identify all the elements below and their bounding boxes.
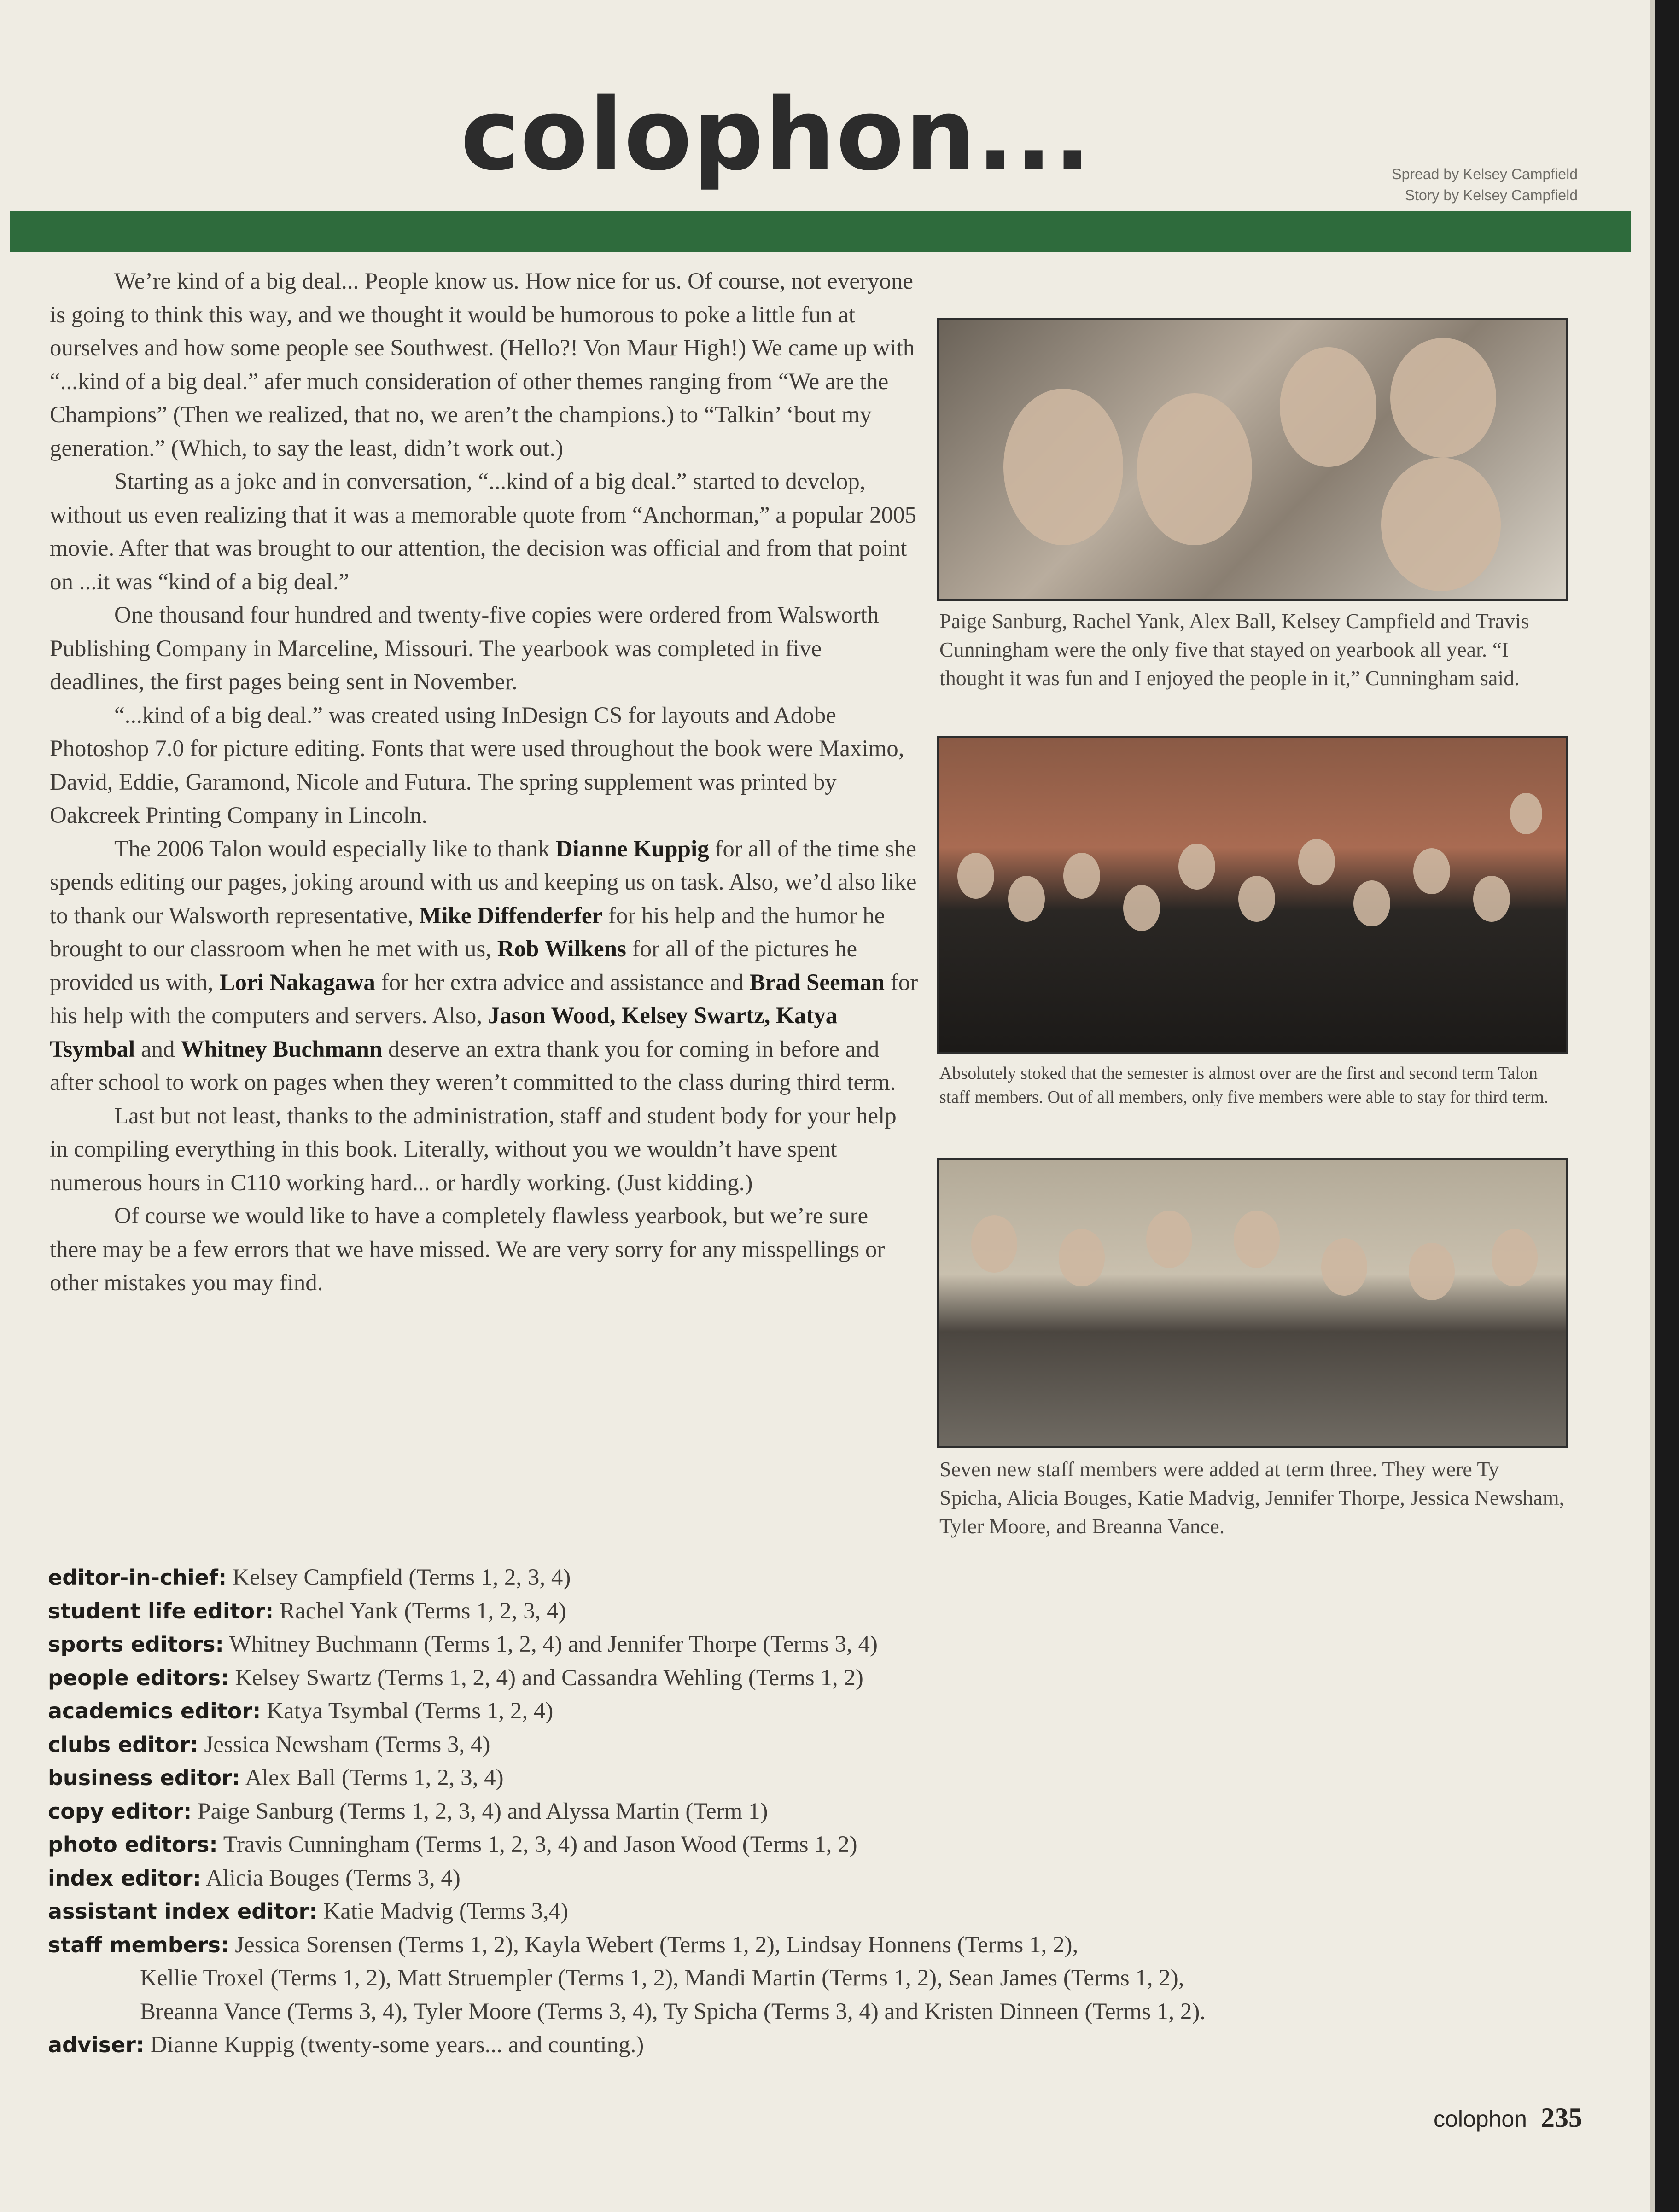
staff-names: Katya Tsymbal (Terms 1, 2, 4) bbox=[267, 1698, 554, 1724]
staff-role: copy editor: bbox=[48, 1799, 192, 1824]
staff-row bbox=[48, 1628, 1614, 1661]
text-run: for all of the pictures he provided us with, bbox=[50, 936, 857, 995]
text-run: for his help with the computers and servers. Also, bbox=[50, 969, 918, 1029]
group-photo-new-members bbox=[937, 1158, 1568, 1448]
thanked-name: Rob Wilkens bbox=[497, 936, 626, 962]
page-binding-edge bbox=[1650, 0, 1655, 2212]
story-paragraph: Of course we would like to have a completely flawless yearbook, but we’re sure there may be a few errors that we have missed. We are very sorry for any misspellings or other mistakes you may find. bbox=[50, 1203, 885, 1296]
story-paragraph-thanks bbox=[50, 832, 920, 1100]
text-run: deserve an extra thank you for coming in before and after school to work on pages when they weren’t committed to the class during third term. bbox=[50, 1036, 896, 1095]
staff-role: assistant index editor: bbox=[48, 1899, 318, 1924]
staff-names: Kelsey Swartz (Terms 1, 2, 4) and Cassandra Wehling (Terms 1, 2) bbox=[235, 1665, 863, 1691]
staff-names: Kelsey Campfield (Terms 1, 2, 3, 4) bbox=[233, 1565, 571, 1590]
page-title: colophon... bbox=[461, 77, 1092, 192]
thanked-name: Lori Nakagawa bbox=[219, 969, 375, 995]
staff-row bbox=[48, 1595, 1614, 1628]
staff-list bbox=[48, 1561, 1614, 2062]
story-paragraph: One thousand four hundred and twenty-five copies were ordered from Walsworth Publishing Company in Marceline, Missouri. The yearbook was completed in five deadlines, the first pages being sent in November. bbox=[50, 602, 879, 695]
staff-row bbox=[48, 1828, 1614, 1862]
group-photo-staff bbox=[937, 736, 1568, 1054]
spread-credit: Spread by Kelsey Campfield bbox=[1392, 166, 1578, 182]
staff-role: sports editors: bbox=[48, 1632, 224, 1657]
staff-row bbox=[48, 1561, 1614, 1595]
staff-role: photo editors: bbox=[48, 1832, 218, 1857]
staff-role: staff members: bbox=[48, 1932, 229, 1957]
staff-role: student life editor: bbox=[48, 1598, 274, 1624]
staff-row bbox=[48, 1694, 1614, 1728]
staff-names: Jessica Sorensen (Terms 1, 2), Kayla Webert (Terms 1, 2), Lindsay Honnens (Terms 1, 2), bbox=[235, 1932, 1079, 1958]
staff-names: Paige Sanburg (Terms 1, 2, 3, 4) and Alyssa Martin (Term 1) bbox=[198, 1798, 768, 1824]
story-paragraph: We’re kind of a big deal... People know us. How nice for us. Of course, not everyone is going to think this way, and we thought it would be humorous to poke a little fun at ourselves and how some people see Southwest. (Hello?! Von Maur High!) We came up with “...kind of a big deal.” afer much consideration of other themes ranging from “We are the Champions” (Then we realized, that no, we aren’t the champions.) to “Talkin’ ‘bout my generation.” (Which, to say the least, didn’t work out.) bbox=[50, 268, 915, 461]
staff-row bbox=[48, 1795, 1614, 1828]
thanked-name: Jason Wood, Kelsey Swartz, Katya Tsymbal bbox=[50, 1003, 838, 1062]
staff-row-continued bbox=[48, 1995, 1614, 2029]
staff-row bbox=[48, 1661, 1614, 1695]
page-number: 235 bbox=[1541, 2102, 1582, 2133]
staff-row-continued bbox=[48, 1962, 1614, 1995]
staff-row bbox=[48, 1928, 1614, 1962]
text-run: for his help and the humor he brought to our classroom when he met with us, bbox=[50, 902, 885, 962]
story-body bbox=[50, 265, 920, 1300]
staff-names: Alex Ball (Terms 1, 2, 3, 4) bbox=[245, 1765, 504, 1791]
thanked-name: Whitney Buchmann bbox=[181, 1036, 383, 1062]
story-paragraph: Starting as a joke and in conversation, “...kind of a big deal.” started to develop, without us even realizing that it was a memorable quote from “Anchorman,” a popular 2005 movie. After that was brought to our attention, the decision was official and from that point on ...it was “kind of a big deal.” bbox=[50, 469, 917, 595]
thanked-name: Dianne Kuppig bbox=[555, 836, 709, 862]
staff-row bbox=[48, 1895, 1614, 1928]
story-paragraph: “...kind of a big deal.” was created using InDesign CS for layouts and Adobe Photoshop 7.0 for picture editing. Fonts that were used throughout the book were Maximo, David, Eddie, Garamond, Nicole and Futura. The spring supplement was printed by Oakcreek Printing Company in Lincoln. bbox=[50, 702, 904, 828]
staff-role: academics editor: bbox=[48, 1699, 261, 1723]
staff-role: adviser: bbox=[48, 2032, 145, 2057]
staff-row bbox=[48, 1728, 1614, 1762]
text-run: The 2006 Talon would especially like to thank bbox=[114, 836, 556, 862]
story-paragraph: Last but not least, thanks to the administration, staff and student body for your help in compiling everything in this book. Literally, without you we wouldn’t have spent numerous hours in C110 working hard... or hardly working. (Just kidding.) bbox=[50, 1103, 897, 1196]
staff-role: clubs editor: bbox=[48, 1732, 198, 1757]
staff-row bbox=[48, 1761, 1614, 1795]
staff-names: Alicia Bouges (Terms 3, 4) bbox=[205, 1865, 461, 1891]
page-footer bbox=[1434, 2102, 1582, 2134]
story-credit: Story by Kelsey Campfield bbox=[1405, 187, 1578, 204]
staff-names: Katie Madvig (Terms 3,4) bbox=[323, 1898, 569, 1924]
staff-names: Dianne Kuppig (twenty-some years... and counting.) bbox=[150, 2032, 644, 2058]
staff-names: Rachel Yank (Terms 1, 2, 3, 4) bbox=[280, 1598, 566, 1624]
group-photo-five-editors bbox=[937, 318, 1568, 601]
staff-row bbox=[48, 2028, 1614, 2062]
text-run: and bbox=[135, 1036, 181, 1062]
photo-caption: Paige Sanburg, Rachel Yank, Alex Ball, Kelsey Campfield and Travis Cunningham were the only five that stayed on yearbook all year. “I thought it was fun and I enjoyed the people in it,” Cunningham said. bbox=[939, 609, 1529, 690]
staff-role: index editor: bbox=[48, 1865, 201, 1891]
staff-role: people editors: bbox=[48, 1665, 229, 1690]
text-run: for all of the time she spends editing our pages, joking around with us and keeping us on task. Also, we’d also like to thank our Walsworth representative, bbox=[50, 836, 917, 929]
staff-row bbox=[48, 1862, 1614, 1895]
photo-caption: Absolutely stoked that the semester is almost over are the first and second term Talon staff members. Out of all members, only five members were able to stay for third term. bbox=[939, 1064, 1549, 1107]
staff-names: Kellie Troxel (Terms 1, 2), Matt Struempler (Terms 1, 2), Mandi Martin (Terms 1, 2), Sean James (Terms 1, 2), bbox=[140, 1965, 1184, 1991]
staff-names: Breanna Vance (Terms 3, 4), Tyler Moore (Terms 3, 4), Ty Spicha (Terms 3, 4) and Kristen Dinneen (Terms 1, 2). bbox=[140, 1998, 1206, 2025]
text-run: for her extra advice and assistance and bbox=[375, 969, 750, 995]
page-binding-shadow bbox=[1655, 0, 1679, 2212]
thanked-name: Mike Diffenderfer bbox=[419, 902, 603, 929]
staff-names: Travis Cunningham (Terms 1, 2, 3, 4) and Jason Wood (Terms 1, 2) bbox=[223, 1832, 857, 1857]
staff-role: business editor: bbox=[48, 1765, 241, 1790]
staff-role: editor-in-chief: bbox=[48, 1565, 227, 1590]
staff-names: Jessica Newsham (Terms 3, 4) bbox=[204, 1731, 490, 1758]
byline bbox=[1392, 163, 1578, 206]
footer-section-name: colophon bbox=[1434, 2106, 1527, 2132]
thanked-name: Brad Seeman bbox=[749, 969, 885, 995]
staff-names: Whitney Buchmann (Terms 1, 2, 4) and Jennifer Thorpe (Terms 3, 4) bbox=[229, 1631, 878, 1657]
header-rule bbox=[10, 211, 1631, 252]
photo-caption: Seven new staff members were added at term three. They were Ty Spicha, Alicia Bouges, Katie Madvig, Jennifer Thorpe, Jessica Newsham, Tyler Moore, and Breanna Vance. bbox=[939, 1457, 1565, 1538]
